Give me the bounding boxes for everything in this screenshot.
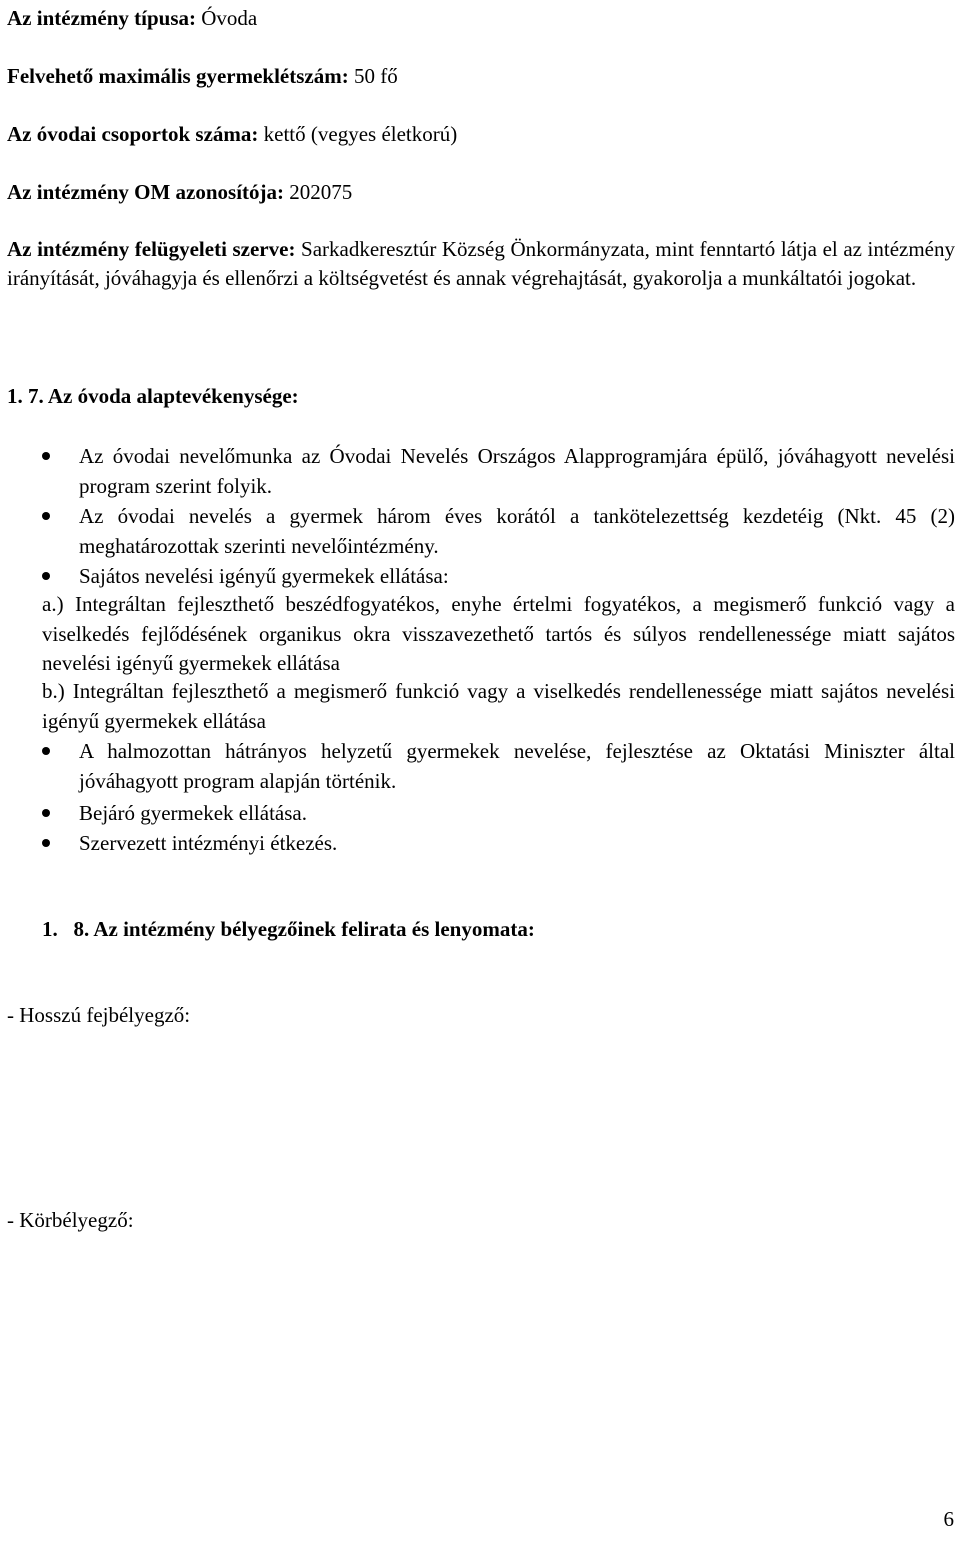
- round-stamp-label: - Körbélyegző:: [7, 1208, 134, 1232]
- supervisor-label: Az intézmény felügyeleti szerve:: [7, 237, 296, 261]
- groups-value: kettő (vegyes életkorú): [263, 122, 458, 146]
- bullet-dot: [42, 572, 50, 580]
- paragraph-a: a.) Integráltan fejleszthető beszédfogyatékos, enyhe értelmi fogyatékos, a megismerő funkció vagy a viselkedés fejlődésének organikus okra visszavezethető tartós és súlyos rendellenessége miatt sajátos nevelési igényű gyermekek ellátása: [42, 592, 955, 675]
- bullet-dot: [42, 512, 50, 520]
- bullet-1-text: Az óvodai nevelőmunka az Óvodai Nevelés Országos Alapprogramjára épülő, jóváhagyott nevelési program szerint folyik.: [79, 444, 955, 498]
- bullet-4-text: A halmozottan hátrányos helyzetű gyermekek nevelése, fejlesztése az Oktatási Miniszter által jóváhagyott program alapján történik.: [79, 739, 955, 793]
- bullet-2-text: Az óvodai nevelés a gyermek három éves korától a tankötelezettség kezdetéig (Nkt. 45 (2) meghatározottak szerinti nevelőintézmény.: [79, 504, 955, 558]
- bullet-dot: [42, 452, 50, 460]
- capacity-label: Felvehető maximális gyermeklétszám:: [7, 64, 349, 88]
- long-stamp-label: - Hosszú fejbélyegző:: [7, 1003, 191, 1027]
- institution-type-label: Az intézmény típusa:: [7, 6, 196, 30]
- section-7-heading: 1. 7. Az óvoda alaptevékenysége:: [7, 384, 299, 408]
- institution-type-value: Óvoda: [201, 6, 258, 30]
- section-8-heading: 1. 8. Az intézmény bélyegzőinek felirata és lenyomata:: [42, 917, 535, 941]
- bullet-dot: [42, 809, 50, 817]
- bullet-dot: [42, 747, 50, 755]
- supervisor-value: Sarkadkeresztúr Község Önkormányzata, mint fenntartó látja el az intézmény irányítását, jóváhagyja és ellenőrzi a költségvetést és annak végrehajtását, gyakorolja a munkáltatói jogokat.: [7, 237, 956, 290]
- bullet-6-text: Szervezett intézményi étkezés.: [79, 831, 338, 855]
- capacity-line: [7, 61, 398, 92]
- page-number: 6: [943, 1507, 954, 1531]
- paragraph-b: b.) Integráltan fejleszthető a megismerő funkció vagy a viselkedés rendellenessége miatt sajátos nevelési igényű gyermekek ellátása: [42, 679, 955, 733]
- capacity-value: 50 fő: [353, 64, 398, 88]
- supervisor-paragraph: [7, 235, 955, 293]
- om-value: 202075: [289, 180, 353, 204]
- bullet-5-text: Bejáró gyermekek ellátása.: [79, 801, 307, 825]
- institution-type-line: [7, 3, 257, 34]
- groups-line: [7, 119, 457, 150]
- bullet-dot: [42, 839, 50, 847]
- bullet-3-text: Sajátos nevelési igényű gyermekek ellátása:: [79, 564, 449, 588]
- groups-label: Az óvodai csoportok száma:: [7, 122, 259, 146]
- om-line: [7, 177, 352, 208]
- om-label: Az intézmény OM azonosítója:: [7, 180, 285, 204]
